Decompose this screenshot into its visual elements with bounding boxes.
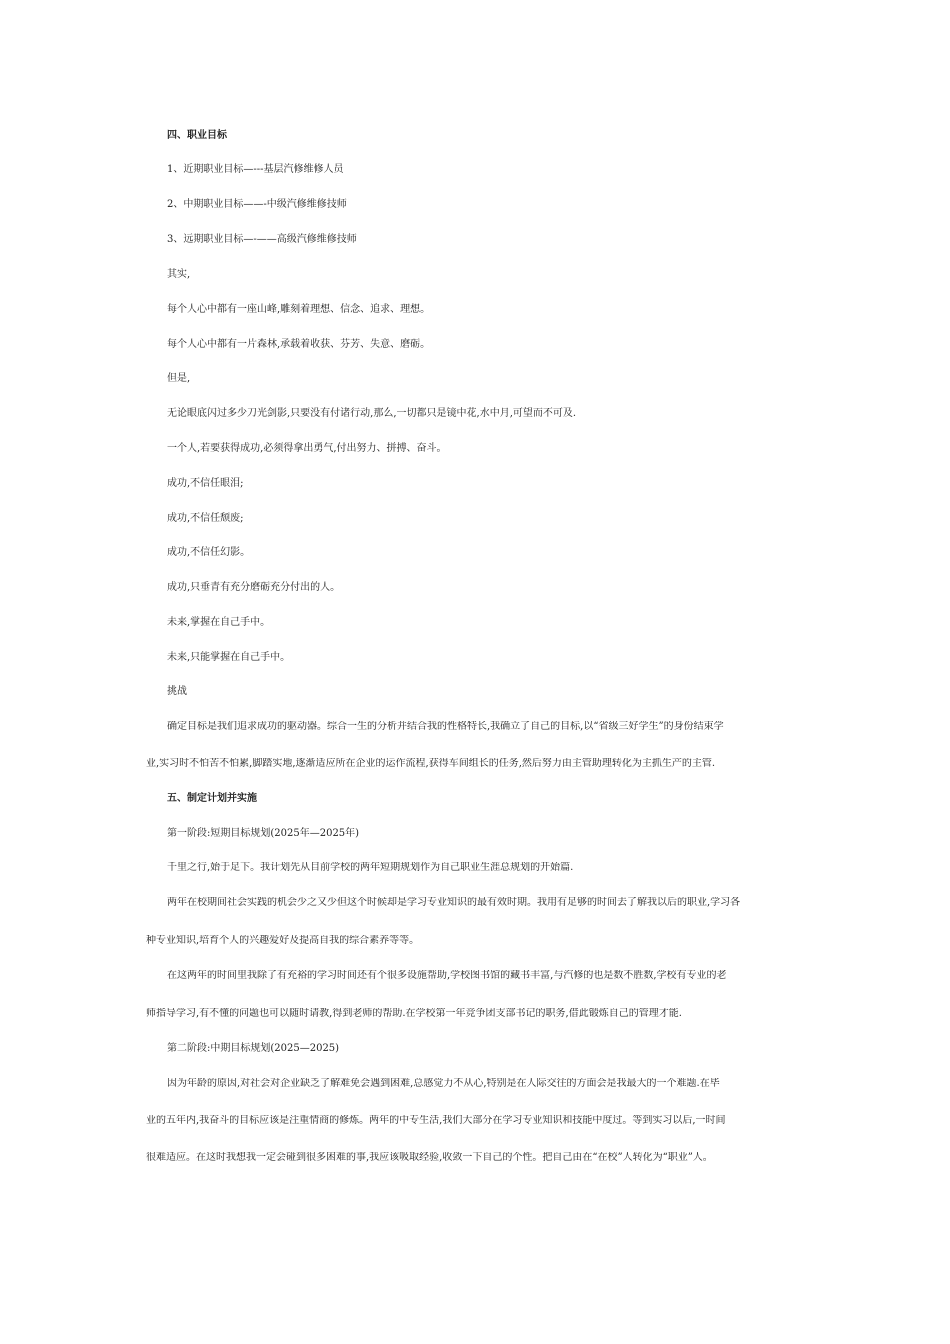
text-line: 挑战 [167, 686, 187, 697]
text-line: 一个人,若要获得成功,必须得拿出勇气,付出努力、拼搏、奋斗。 [167, 443, 447, 454]
text-line: 每个人心中都有一座山峰,雕刻着理想、信念、追求、理想。 [167, 304, 431, 315]
text-line: 其实, [167, 269, 191, 280]
paragraph-line: 千里之行,始于足下。我计划先从目前学校的两年短期规划作为自己职业生涯总规划的开始篇. [167, 862, 574, 873]
paragraph-line: 两年在校期间社会实践的机会少之又少但这个时候却是学习专业知识的最有效时期。我用有足够的时间去了解我以后的职业,学习各 [167, 897, 741, 908]
text-line: 未来,掌握在自己手中。 [167, 617, 271, 628]
paragraph-line: 业的五年内,我奋斗的目标应该是注重情商的修炼。两年的中专生活,我们大部分在学习专业知识和技能中度过。等到实习以后,一时间 [146, 1115, 726, 1126]
text-line: 成功,只垂青有充分磨砺充分付出的人。 [167, 582, 341, 593]
text-line: 成功,不信任眼泪; [167, 478, 244, 489]
paragraph-line: 师指导学习,有不懂的问题也可以随时请教,得到老师的帮助.在学校第一年竞争团支部书记的职务,借此锻炼自己的管理才能. [146, 1008, 682, 1019]
goal-long-term: 3、远期职业目标—-——高级汽修维修技师 [167, 234, 357, 245]
text-line: 未来,只能掌握在自己手中。 [167, 652, 291, 663]
section-heading-plan: 五、制定计划并实施 [167, 793, 257, 804]
stage-two-heading: 第二阶段:中期目标规划(2025—2025) [167, 1043, 340, 1054]
text-line: 成功,不信任颓废; [167, 513, 244, 524]
stage-one-heading: 第一阶段:短期目标规划(2025年—2025年) [167, 828, 360, 839]
paragraph-line: 业,实习时不怕苦不怕累,脚踏实地,逐渐适应所在企业的运作流程,获得车间组长的任务,然后努力由主管助理转化为主抓生产的主管. [146, 758, 716, 769]
text-line: 每个人心中都有一片森林,承载着收获、芬芳、失意、磨砺。 [167, 339, 431, 350]
goal-short-term: 1、近期职业目标—---基层汽修维修人员 [167, 164, 344, 175]
paragraph-line: 确定目标是我们追求成功的驱动器。综合一生的分析并结合我的性格特长,我确立了自己的目标,以“省级三好学生”的身份结束学 [167, 721, 724, 732]
paragraph-line: 在这两年的时间里我除了有充裕的学习时间还有个很多设施帮助,学校图书馆的藏书丰富,与汽修的也是数不胜数,学校有专业的老 [167, 970, 727, 981]
paragraph-line: 很难适应。在这时我想我一定会碰到很多困难的事,我应该吸取经验,收敛一下自己的个性。把自己由在“在校”人转化为“职业”人。 [146, 1152, 713, 1163]
goal-mid-term: 2、中期职业目标——-中级汽修维修技师 [167, 199, 347, 210]
section-heading-career-goals: 四、职业目标 [167, 130, 227, 141]
text-line: 无论眼底闪过多少刀光剑影,只要没有付诸行动,那么,一切都只是镜中花,水中月,可望而不可及. [167, 408, 577, 419]
paragraph-line: 种专业知识,培育个人的兴趣爱好及提高自我的综合素养等等。 [146, 935, 420, 946]
text-line: 成功,不信任幻影。 [167, 547, 251, 558]
paragraph-line: 因为年龄的原因,对社会对企业缺乏了解难免会遇到困难,总感觉力不从心,特别是在人际交往的方面会是我最大的一个难题.在毕 [167, 1078, 720, 1089]
text-line: 但是, [167, 373, 191, 384]
